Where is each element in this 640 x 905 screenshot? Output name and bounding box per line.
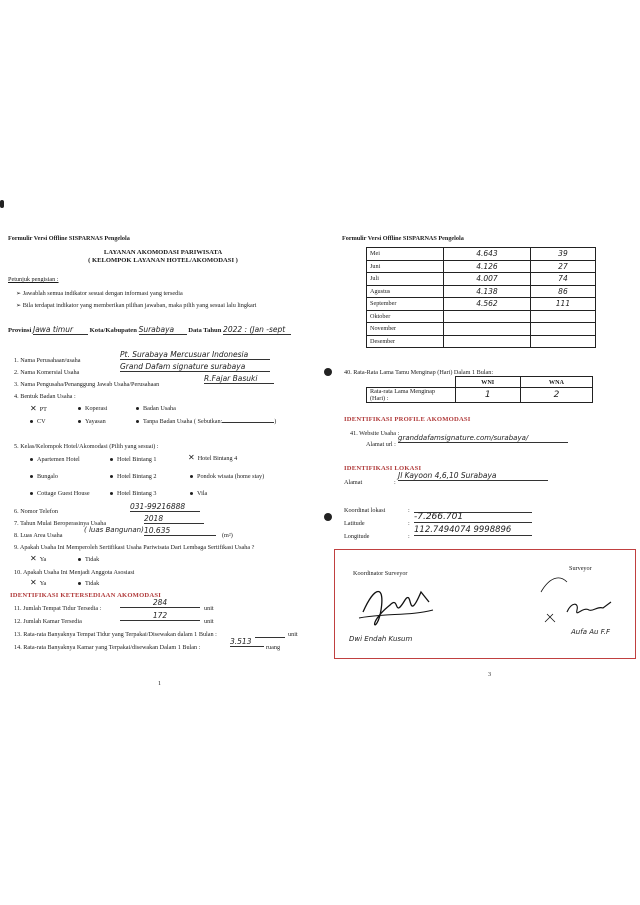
q9-option-ya[interactable]: [30, 555, 46, 563]
q41-label: 41. Website Usaha :: [350, 430, 400, 437]
month-row: [367, 310, 596, 323]
x-mark-icon: ✕: [30, 554, 37, 563]
month-value-a[interactable]: [444, 323, 531, 336]
q14-field[interactable]: 3.513: [230, 637, 264, 647]
q5-label: 5. Kelas/Kelompok Hotel/Akomodasi (Pilih yang sesuai) :: [14, 443, 159, 450]
right-page-number: 3: [488, 671, 492, 678]
option-pt[interactable]: [30, 405, 47, 413]
section-profil: IDENTIFIKASI PROFILE AKOMODASI: [344, 416, 471, 423]
q8-field[interactable]: 10.635: [144, 526, 216, 536]
x-mark-icon: ✕: [30, 578, 37, 587]
paren-close: ): [274, 418, 277, 425]
option-cv-label: CV: [37, 418, 46, 425]
q10-ya-label: Ya: [39, 580, 47, 587]
wna-header: WNA: [520, 377, 592, 388]
wni-header: WNI: [455, 377, 520, 388]
q10-option-tidak[interactable]: [78, 580, 99, 587]
q11-unit: unit: [204, 605, 214, 612]
signature-box: [334, 549, 636, 659]
tanpa-badan-field[interactable]: [222, 422, 274, 423]
q8-label: 8. Luas Area Usaha: [14, 532, 63, 539]
kota-field[interactable]: Surabaya: [139, 325, 187, 335]
month-row: [367, 335, 596, 348]
q9-option-tidak[interactable]: [78, 556, 99, 563]
month-name: Oktober: [367, 310, 444, 323]
option-hb4-label: Hotel Bintang 4: [197, 455, 238, 462]
alamat-label: Alamat: [344, 479, 363, 486]
q11-field[interactable]: 284: [120, 598, 200, 608]
alamat-url-label: Alamat url :: [366, 441, 396, 448]
q1-field[interactable]: Pt. Surabaya Mercusuar Indonesia: [120, 350, 270, 360]
q13-unit: unit: [288, 631, 298, 638]
month-value-a[interactable]: 4.138: [444, 285, 531, 298]
q9-tidak-label: Tidak: [85, 556, 100, 563]
bullet-icon: [30, 475, 33, 478]
x-mark-icon: ✕: [188, 453, 195, 462]
q40-label: 40. Rata-Rata Lama Tamu Menginap (Hari) Dalam 1 Bulan:: [344, 369, 494, 376]
lama-menginap-table: [366, 376, 593, 403]
bullet-icon: [110, 458, 113, 461]
bullet-icon: [30, 492, 33, 495]
surveyor-signature: [531, 572, 621, 632]
month-row: [367, 323, 596, 336]
month-value-a[interactable]: [444, 310, 531, 323]
koordinat-label: Koordinat lokasi: [344, 507, 386, 514]
q4-label: 4. Bentuk Badan Usaha :: [14, 393, 76, 400]
instruction-2-text: Bila terdapat indikator yang memberikan pilihan jawaban, maka pilih yang sesuai lalu lingkari: [22, 302, 257, 309]
latitude-colon: :: [408, 520, 410, 527]
lama-blank-cell: [367, 377, 456, 388]
tahun-field[interactable]: 2022 : (Jan -sept: [223, 325, 291, 335]
month-row: [367, 248, 596, 261]
q3-field[interactable]: R.Fajar Basuki: [204, 374, 274, 384]
month-value-b[interactable]: 86: [530, 285, 595, 298]
q2-label: 2. Nama Komersial Usaha: [14, 369, 80, 376]
q2-field[interactable]: Grand Dafam signature surabaya: [120, 362, 270, 372]
q12-unit: unit: [204, 618, 214, 625]
month-name: Juli: [367, 273, 444, 286]
month-name: Mei: [367, 248, 444, 261]
binder-hole-1: [324, 368, 332, 376]
longitude-field[interactable]: 112.7494074 9998896: [414, 525, 532, 536]
left-header: Formulir Versi Offline SISPARNAS Pengelola: [8, 235, 130, 242]
left-page: [8, 225, 318, 687]
option-hb3-label: Hotel Bintang 3: [117, 490, 157, 497]
bullet-icon: [78, 582, 81, 585]
alamat-colon: :: [394, 479, 396, 486]
option-hb1[interactable]: [110, 456, 157, 463]
option-yayasan[interactable]: [78, 418, 106, 425]
option-koperasi-label: Koperasi: [85, 405, 108, 412]
surveyor-name: Aufa Au F.F: [571, 628, 611, 636]
wna-value[interactable]: 2: [520, 388, 592, 403]
koordinat-colon: :: [408, 507, 410, 514]
q11-label: 11. Jumlah Tempat Tidur Tersedia :: [14, 605, 102, 612]
q9-ya-label: Ya: [39, 556, 47, 563]
option-pondok-label: Pondok wisata (home stay): [197, 473, 265, 480]
bullet-icon: [190, 475, 193, 478]
option-tanpa-badan-label: Tanpa Badan Usaha ( Sebutkan:: [143, 418, 223, 425]
q14-unit: ruang: [266, 644, 281, 651]
month-row: [367, 273, 596, 286]
month-value-b[interactable]: [530, 323, 595, 336]
tahun-label: Data Tahun: [188, 327, 222, 334]
q8-paren: ( luas Bangunan): [84, 526, 144, 534]
option-hb4[interactable]: [188, 454, 237, 462]
option-bungalo-label: Bungalo: [37, 473, 58, 480]
option-vila[interactable]: [190, 490, 207, 497]
option-cottage-label: Cottage Guest House: [37, 490, 90, 497]
option-bungalo[interactable]: [30, 473, 58, 480]
month-value-a[interactable]: 4.643: [444, 248, 531, 261]
wni-value[interactable]: 1: [455, 388, 520, 403]
alamat-url-field[interactable]: granddafamsignature.com/surabaya/: [398, 434, 568, 443]
month-value-b[interactable]: 111: [530, 298, 595, 311]
q6-field[interactable]: 031-99216888: [130, 502, 200, 512]
q12-field[interactable]: 172: [120, 611, 200, 621]
bullet-icon: [136, 407, 139, 410]
month-value-a[interactable]: 4.126: [444, 260, 531, 273]
longitude-colon: :: [408, 533, 410, 540]
option-yayasan-label: Yayasan: [85, 418, 106, 425]
provinsi-label: Provinsi: [8, 327, 32, 334]
month-name: November: [367, 323, 444, 336]
section-lokasi: IDENTIFIKASI LOKASI: [344, 465, 422, 472]
option-vila-label: Vila: [197, 490, 208, 497]
provinsi-row: [8, 325, 291, 335]
month-value-b[interactable]: 39: [530, 248, 595, 261]
month-value-a[interactable]: 4.007: [444, 273, 531, 286]
q1-label: 1. Nama Perusahaan/usaha: [14, 357, 81, 364]
bullet-icon: [30, 458, 33, 461]
bullet-icon: [190, 492, 193, 495]
q7-field[interactable]: 2018: [144, 514, 204, 524]
option-pondok[interactable]: [190, 473, 264, 480]
bullet-icon: [78, 420, 81, 423]
option-hb2-label: Hotel Bintang 2: [117, 473, 157, 480]
koordinator-label: Koordinator Surveyor: [353, 570, 408, 577]
option-cv[interactable]: [30, 418, 46, 425]
q7-label: 7. Tahun Mulai Beroperasinya Usaha: [14, 520, 107, 527]
bullet-icon: [110, 492, 113, 495]
lama-row-label: Rata-rata Lama Menginap (Hari) :: [367, 388, 456, 403]
month-name: Agustus: [367, 285, 444, 298]
option-hb2[interactable]: [110, 473, 157, 480]
koordinator-name: Dwi Endah Kusum: [349, 635, 413, 643]
month-value-a[interactable]: [444, 335, 531, 348]
month-row: [367, 285, 596, 298]
q12-label: 12. Jumlah Kamar Tersedia: [14, 618, 82, 625]
q10-label: 10. Apakah Usaha Ini Menjadi Anggota Asosiasi: [14, 569, 135, 576]
q3-label: 3. Nama Pengusaha/Penanggung Jawab Usaha/Perusahaan: [14, 381, 160, 388]
option-badan-usaha-label: Badan Usaha: [143, 405, 176, 412]
bullet-icon: [136, 420, 139, 423]
month-value-b[interactable]: 27: [530, 260, 595, 273]
q13-label: 13. Rata-rata Banyaknya Tempat Tidur yang Terpakai/Disewakan dalam 1 Bulan :: [14, 631, 217, 638]
option-pt-label: PT: [39, 406, 47, 413]
q6-label: 6. Nomor Telefon: [14, 508, 58, 515]
right-header: Formulir Versi Offline SISPARNAS Pengelola: [342, 235, 464, 242]
option-badan-usaha[interactable]: [136, 405, 176, 412]
month-name: Desember: [367, 335, 444, 348]
kota-label: Kota/Kabupaten: [89, 327, 137, 334]
instruction-2: ➢ Bila terdapat indikator yang memberikan pilihan jawaban, maka pilih yang sesuai lalu lingkari: [16, 302, 257, 309]
latitude-field[interactable]: -7.266.701: [414, 512, 532, 523]
q10-option-ya[interactable]: [30, 579, 46, 587]
section-ketersediaan: IDENTIFIKASI KETERSEDIAAN AKOMODASI: [10, 592, 161, 599]
q8-unit: (m²): [222, 532, 233, 539]
left-page-number: 1: [158, 680, 162, 687]
month-value-b[interactable]: [530, 335, 595, 348]
month-row: [367, 298, 596, 311]
monthly-table: [366, 247, 596, 348]
bullet-icon: [110, 475, 113, 478]
month-row: [367, 260, 596, 273]
option-tanpa-badan[interactable]: [136, 418, 276, 425]
option-koperasi[interactable]: [78, 405, 107, 412]
latitude-label: Latitude: [344, 520, 365, 527]
x-mark-icon: ✕: [30, 404, 37, 413]
option-apartemen-label: Apartemen Hotel: [37, 456, 80, 463]
right-page: [342, 225, 634, 680]
petunjuk-heading: Petunjuk pengisian :: [8, 276, 59, 283]
option-cottage[interactable]: [30, 490, 90, 497]
q9-label: 9. Apakah Usaha Ini Memperoleh Sertifikasi Usaha Pariwisata Dari Lembaga Sertifikasi Usaha ?: [14, 544, 255, 551]
longitude-label: Longitude: [344, 533, 370, 540]
month-name: Juni: [367, 260, 444, 273]
instruction-1: ➢ Jawablah semua indikator sesuai dengan informasi yang tersedia: [16, 290, 183, 297]
month-name: September: [367, 298, 444, 311]
bullet-icon: [78, 407, 81, 410]
binder-hole-2: [324, 513, 332, 521]
form-title: LAYANAN AKOMODASI PARIWISATA: [103, 249, 223, 256]
provinsi-field[interactable]: Jawa timur: [33, 325, 88, 335]
q14-label: 14. Rata-rata Banyaknya Kamar yang Terpakai/disewakan Dalam 1 Bulan :: [14, 644, 201, 651]
bullet-icon: [30, 420, 33, 423]
alamat-field[interactable]: Jl Kayoon 4,6,10 Surabaya: [398, 471, 548, 481]
surveyor-label: Surveyor: [569, 565, 592, 572]
option-apartemen[interactable]: [30, 456, 80, 463]
edge-mark: [0, 200, 4, 208]
instruction-1-text: Jawablah semua indikator sesuai dengan informasi yang tersedia: [22, 290, 183, 297]
month-value-b[interactable]: 74: [530, 273, 595, 286]
form-subtitle: ( KELOMPOK LAYANAN HOTEL/AKOMODASI ): [88, 257, 238, 264]
option-hb1-label: Hotel Bintang 1: [117, 456, 157, 463]
koordinator-signature: [355, 580, 435, 630]
bullet-icon: [78, 558, 81, 561]
month-value-b[interactable]: [530, 310, 595, 323]
q10-tidak-label: Tidak: [85, 580, 100, 587]
month-value-a[interactable]: 4.562: [444, 298, 531, 311]
option-hb3[interactable]: [110, 490, 157, 497]
